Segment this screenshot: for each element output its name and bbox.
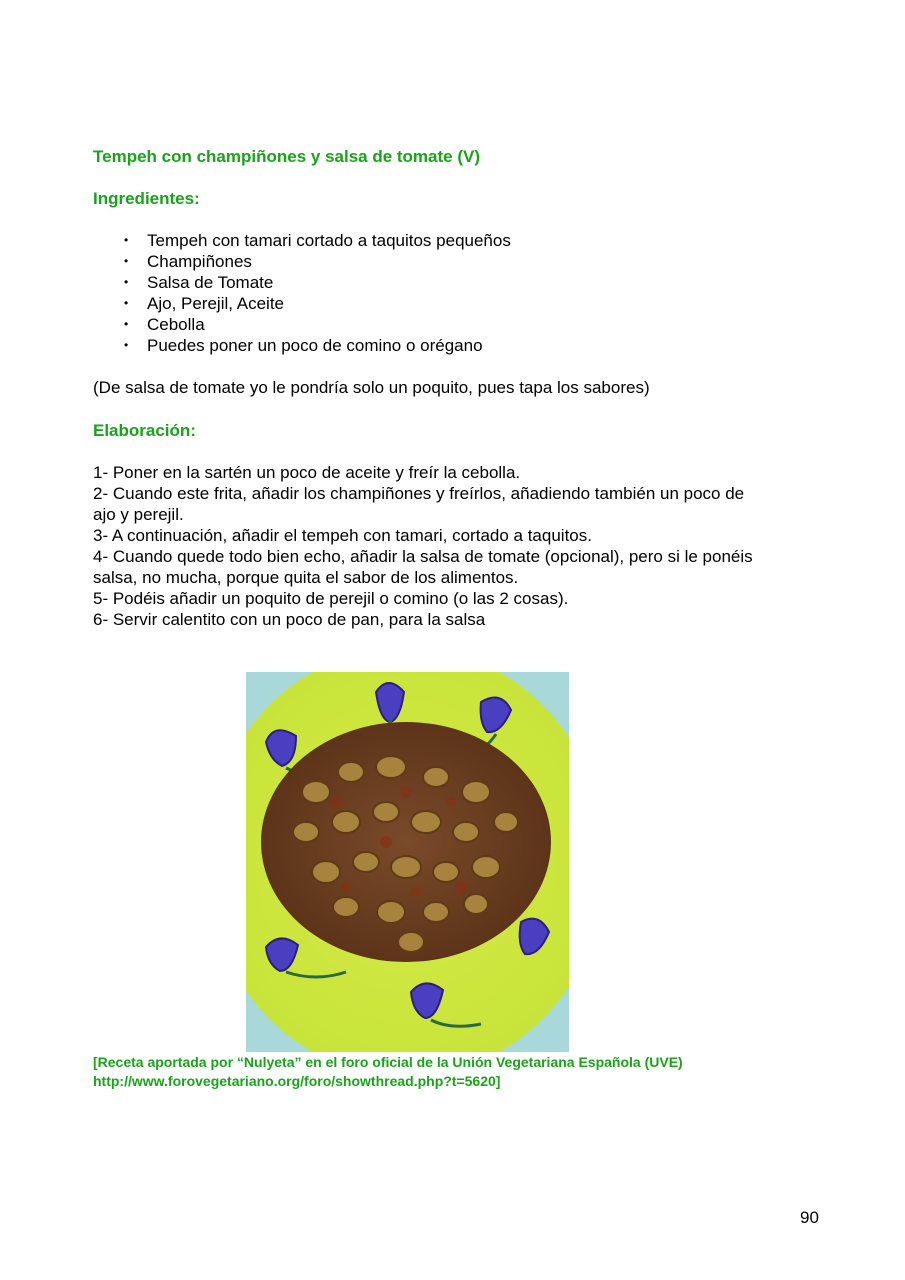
dish-photo	[246, 672, 569, 1052]
list-item: • Ajo, Perejil, Aceite	[124, 294, 285, 313]
list-item: • Puedes poner un poco de comino o orégano	[124, 336, 483, 355]
recipe-credit	[93, 1053, 683, 1091]
elaboration-heading: Elaboración:	[93, 421, 196, 440]
step-line: 1- Poner en la sartén un poco de aceite y freír la cebolla.	[93, 463, 521, 482]
bullet-icon: •	[124, 275, 129, 289]
ingredients-list	[93, 230, 511, 356]
step-line: 6- Servir calentito con un poco de pan, para la salsa	[93, 610, 486, 629]
step-line: 2- Cuando este frita, añadir los champiñones y freírlos, añadiendo también un poco de	[93, 484, 745, 503]
step-line: 4- Cuando quede todo bien echo, añadir la salsa de tomate (opcional), pero si le ponéis	[93, 547, 753, 566]
page-number: 90	[800, 1208, 819, 1227]
bullet-icon: •	[124, 296, 129, 310]
step-line: salsa, no mucha, porque quita el sabor de los alimentos.	[93, 568, 519, 587]
step-line: ajo y perejil.	[93, 505, 184, 524]
bullet-icon: •	[124, 338, 129, 352]
recipe-title: Tempeh con champiñones y salsa de tomate (V)	[93, 147, 481, 166]
ingredients-heading: Ingredientes:	[93, 189, 200, 208]
list-item: • Cebolla	[124, 315, 205, 334]
list-item: • Tempeh con tamari cortado a taquitos pequeños	[124, 231, 511, 250]
elaboration-steps	[93, 462, 813, 630]
credit-line: [Receta aportada por “Nulyeta” en el foro oficial de la Unión Vegetariana Española (UVE)	[93, 1054, 683, 1070]
step-line: 3- A continuación, añadir el tempeh con tamari, cortado a taquitos.	[93, 526, 592, 545]
bullet-icon: •	[124, 317, 129, 331]
list-item: • Salsa de Tomate	[124, 273, 274, 292]
bullet-icon: •	[124, 254, 129, 268]
credit-link[interactable]: http://www.forovegetariano.org/foro/showthread.php?t=5620]	[93, 1073, 501, 1089]
recipe-note: (De salsa de tomate yo le pondría solo un poquito, pues tapa los sabores)	[93, 378, 650, 397]
step-line: 5- Podéis añadir un poquito de perejil o comino (o las 2 cosas).	[93, 589, 569, 608]
bullet-icon: •	[124, 233, 129, 247]
list-item: • Champiñones	[124, 252, 252, 271]
